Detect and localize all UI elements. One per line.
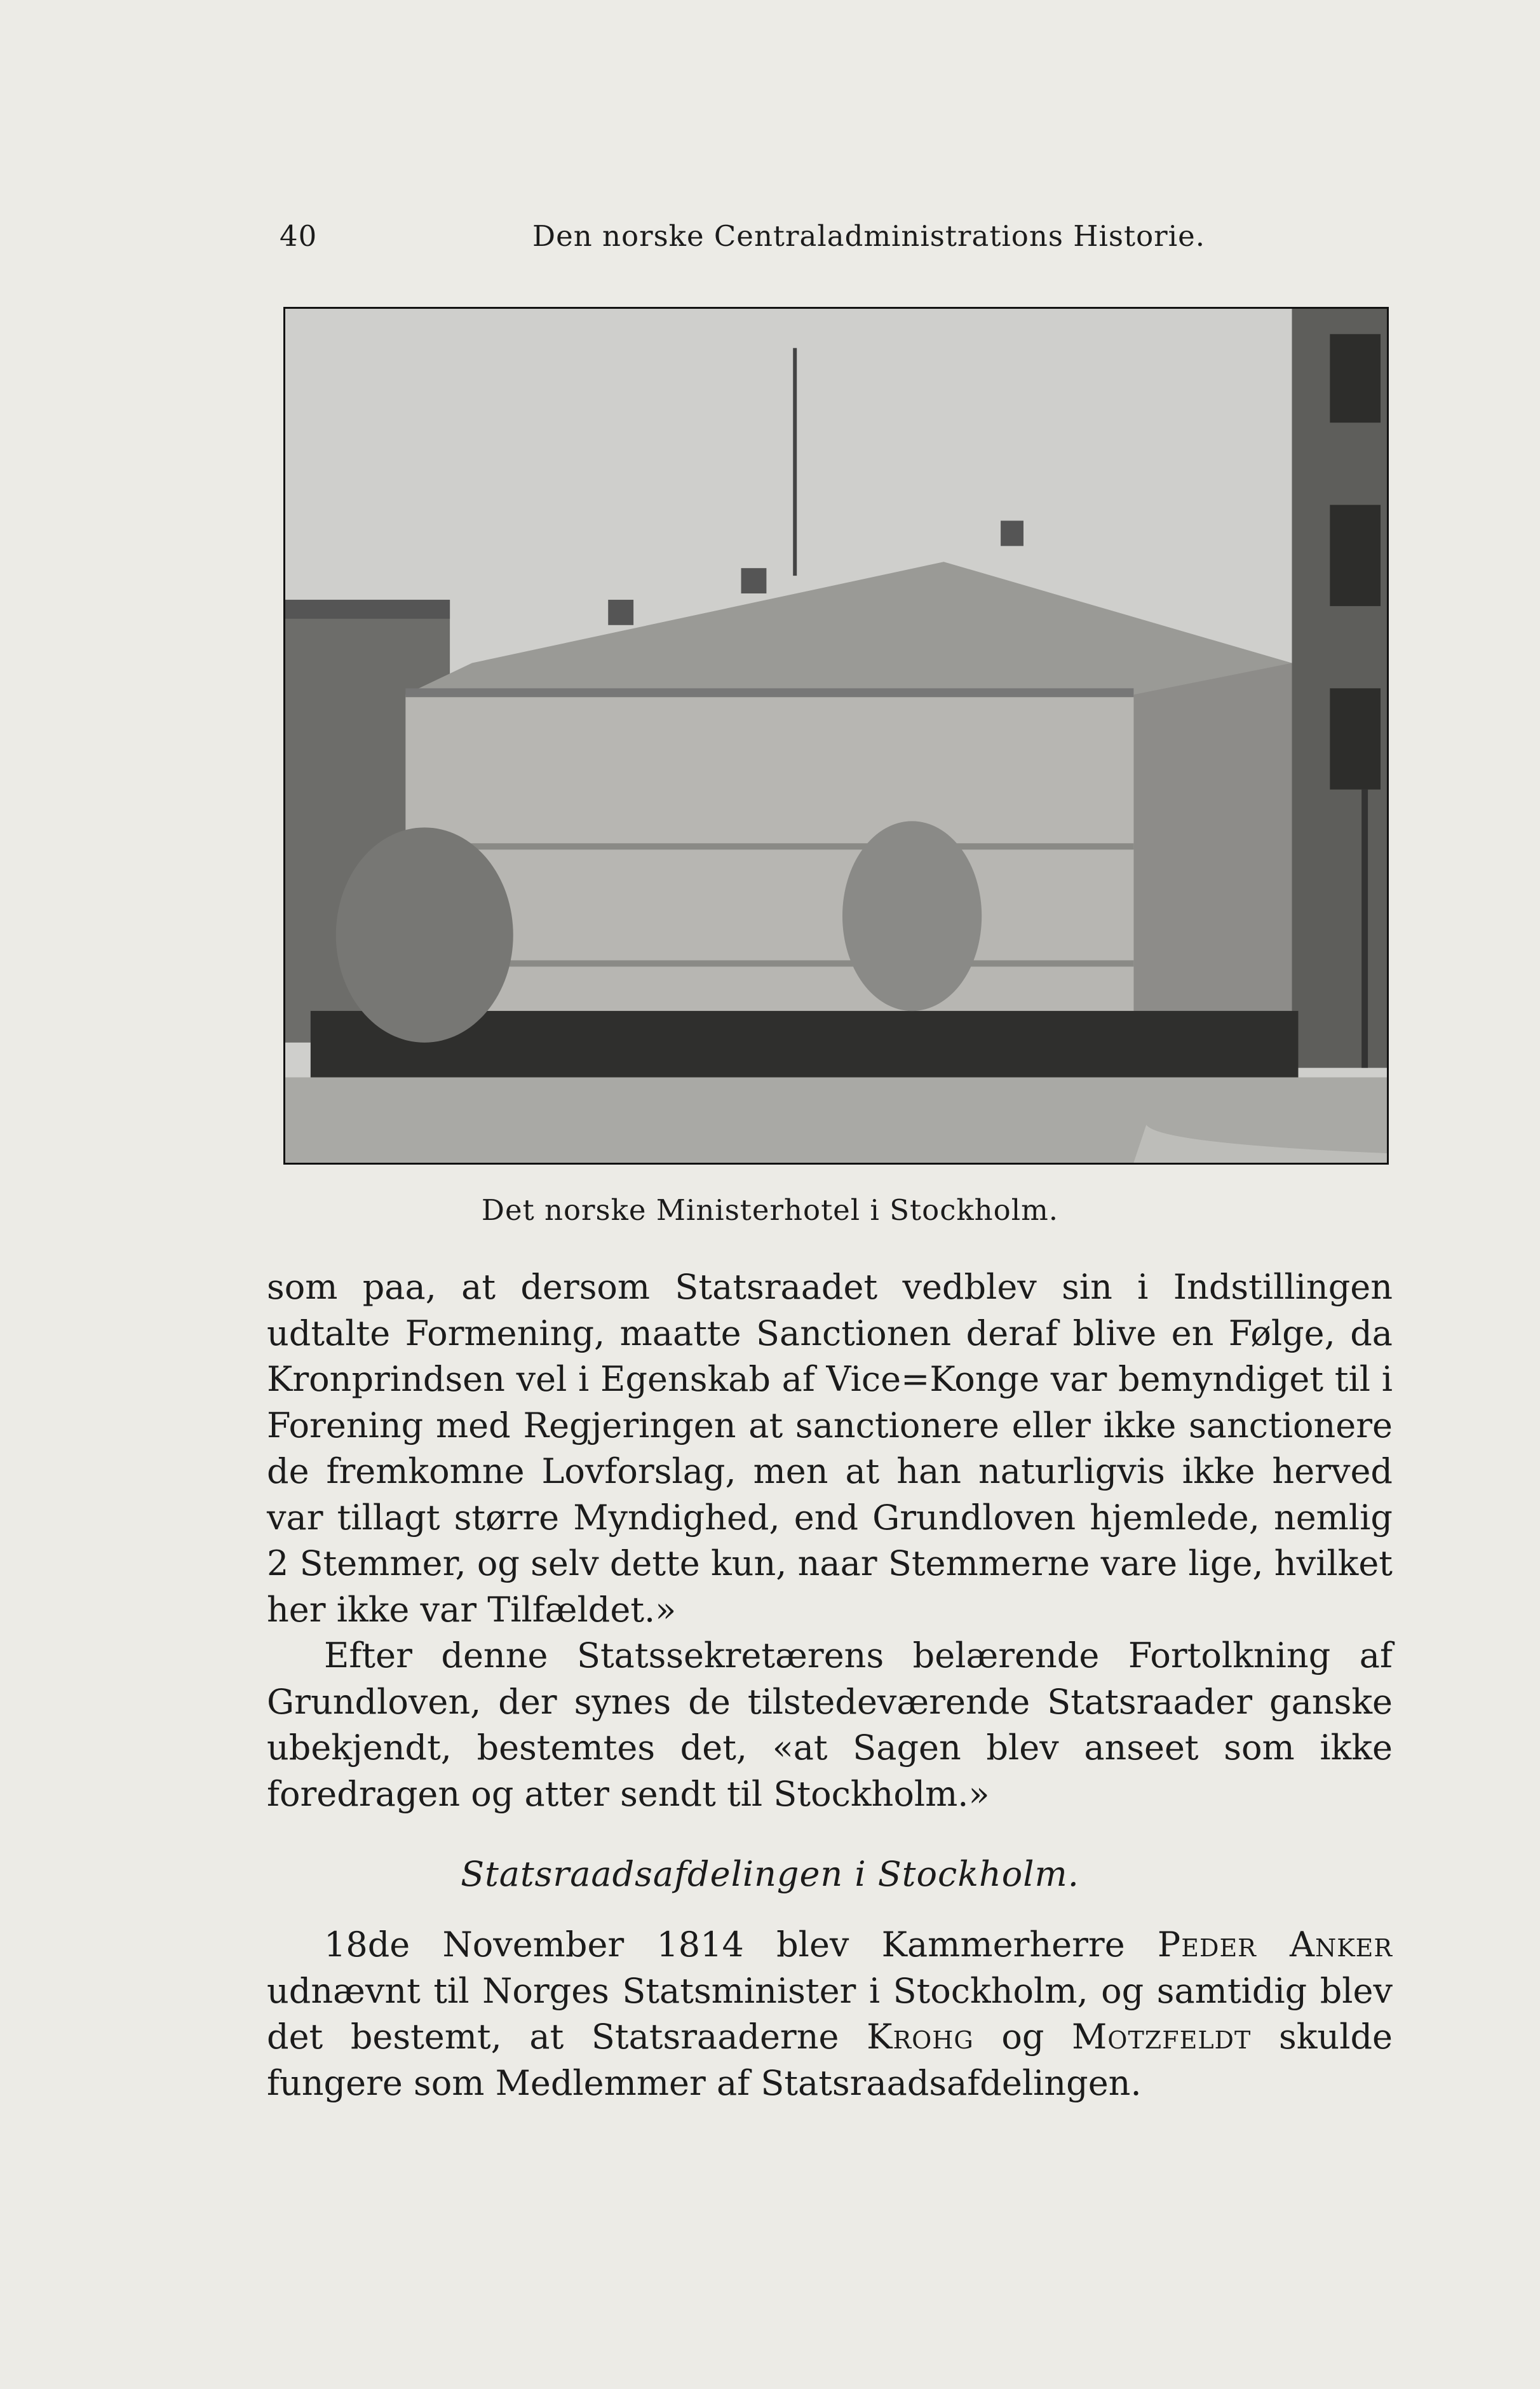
paragraph-text: 18de November 1814 blev Kammerherre bbox=[324, 1925, 1158, 1965]
body-text bbox=[267, 1264, 1393, 1817]
page-number: 40 bbox=[280, 219, 318, 253]
paragraph-text: udnævnt til Norges Statsminister i Stockholm, og samtidig blev det bestemt, at Statsraaderne bbox=[267, 1970, 1393, 2057]
section-heading: Statsraadsafdelingen i Stockholm. bbox=[461, 1854, 1079, 1894]
paragraph bbox=[267, 1922, 1393, 2106]
person-name: Peder Anker bbox=[1157, 1925, 1393, 1965]
running-title: Den norske Centraladministrations Historie. bbox=[532, 219, 1206, 253]
photograph-plate bbox=[283, 307, 1389, 1165]
paragraph: som paa, at dersom Statsraadet vedblev sin i Indstillingen udtalte Formening, maatte Sanctionen deraf blive en Følge, da Kronprindsen vel i Egenskab af Vice=Konge var bemyndiget til i Forening med Regjeringen at sanctionere eller ikke sanctionere de fremkomne Lovforslag, men at han naturligvis ikke herved var tillagt større Myndighed, end Grundloven hjemlede, nemlig 2 Stemmer, og selv dette kun, naar Stemmerne vare lige, hvilket her ikke var Tilfældet.» bbox=[267, 1267, 1393, 1630]
paragraph-text: skulde fungere som Medlemmer af Statsraadsafdelingen. bbox=[267, 2017, 1393, 2103]
person-name: Krohg bbox=[867, 2017, 974, 2057]
paragraph-text: og bbox=[973, 2017, 1072, 2057]
page-header bbox=[280, 219, 1245, 257]
paragraph: Efter denne Statssekretærens belærende Fortolkning af Grundloven, der synes de tilstedeværende Statsraader ganske ubekjendt, bestemtes det, «at Sagen blev anseet som ikke foredragen og atter sendt til Stockholm.» bbox=[267, 1635, 1393, 1814]
figure-caption: Det norske Ministerhotel i Stockholm. bbox=[481, 1193, 1059, 1227]
section-body-text bbox=[267, 1922, 1393, 2106]
building-photograph bbox=[285, 309, 1387, 1163]
person-name: Motzfeldt bbox=[1072, 2017, 1252, 2057]
